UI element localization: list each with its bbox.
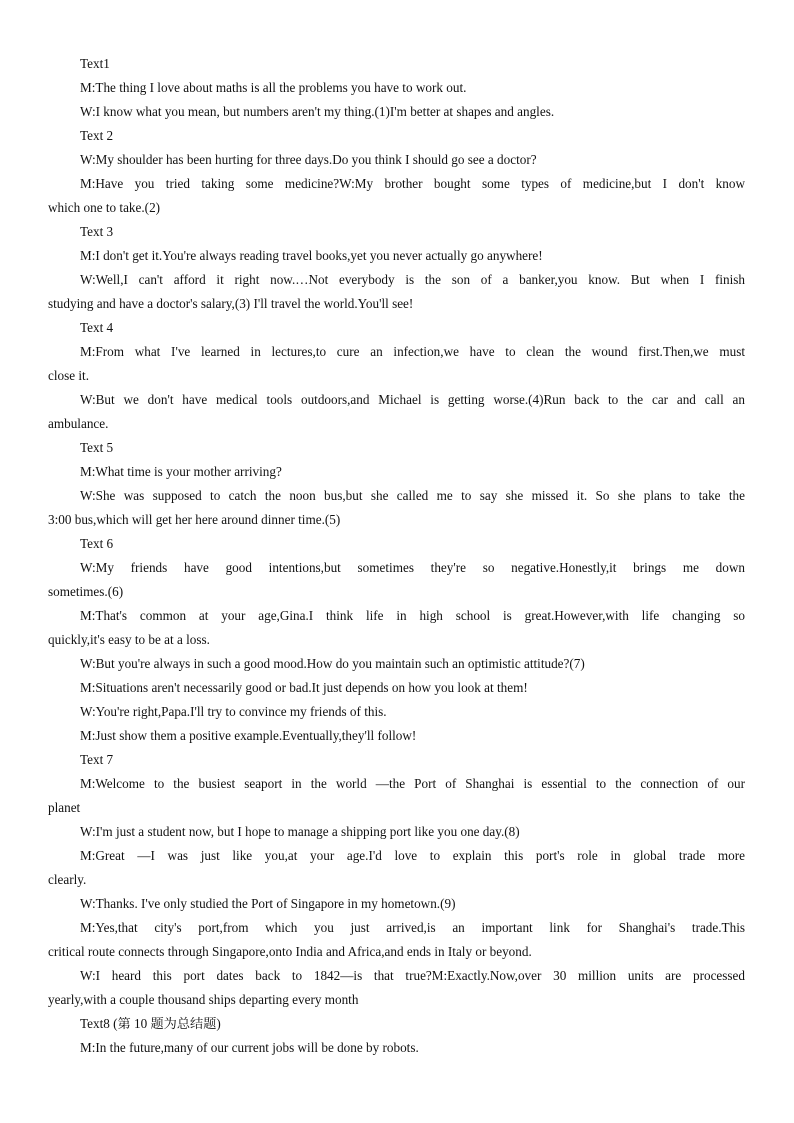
- section-heading: Text 6: [80, 536, 114, 551]
- transcript-line: M:Just show them a positive example.Eventually,they'll follow!: [80, 728, 417, 743]
- transcript-line: M:In the future,many of our current jobs will be done by robots.: [80, 1040, 419, 1055]
- transcript-line: W:You're right,Papa.I'll try to convince my friends of this.: [80, 704, 387, 719]
- transcript-line: critical route connects through Singapore,onto India and Africa,and ends in Italy or beyond.: [48, 944, 532, 959]
- transcript-line: M:The thing I love about maths is all the problems you have to work out.: [80, 80, 467, 95]
- transcript-line: clearly.: [48, 872, 87, 887]
- section-heading: Text 3: [80, 224, 114, 239]
- transcript-line: ambulance.: [48, 416, 109, 431]
- transcript-line: W:I heard this port dates back to 1842—is that true?M:Exactly.Now,over 30 million units are processed: [80, 968, 745, 983]
- transcript-document: [48, 52, 745, 1060]
- transcript-line: quickly,it's easy to be at a loss.: [48, 632, 210, 647]
- section-heading: Text1: [80, 56, 110, 71]
- section-heading: Text 4: [80, 320, 114, 335]
- transcript-line: W:Thanks. I've only studied the Port of Singapore in my hometown.(9): [80, 896, 456, 911]
- transcript-line: W:My friends have good intentions,but sometimes they're so negative.Honestly,it brings me down: [80, 560, 745, 575]
- transcript-line: M:What time is your mother arriving?: [80, 464, 282, 479]
- transcript-line: studying and have a doctor's salary,(3) I'll travel the world.You'll see!: [48, 296, 414, 311]
- section-heading: Text 2: [80, 128, 114, 143]
- transcript-line: M:Situations aren't necessarily good or bad.It just depends on how you look at them!: [80, 680, 528, 695]
- transcript-line: M:Have you tried taking some medicine?W:My brother bought some types of medicine,but I don't know: [80, 176, 745, 191]
- transcript-line: 3:00 bus,which will get her here around dinner time.(5): [48, 512, 341, 527]
- transcript-line: M:From what I've learned in lectures,to cure an infection,we have to clean the wound first.Then,we must: [80, 344, 745, 359]
- transcript-line: M:That's common at your age,Gina.I think life in high school is great.However,with life changing so: [80, 608, 745, 623]
- transcript-line: M:I don't get it.You're always reading travel books,yet you never actually go anywhere!: [80, 248, 543, 263]
- transcript-line: W:I'm just a student now, but I hope to manage a shipping port like you one day.(8): [80, 824, 520, 839]
- transcript-line: W:But we don't have medical tools outdoors,and Michael is getting worse.(4)Run back to the car and call an: [80, 392, 745, 407]
- transcript-line: W:I know what you mean, but numbers aren't my thing.(1)I'm better at shapes and angles.: [80, 104, 555, 119]
- section-heading: Text 5: [80, 440, 114, 455]
- transcript-line: close it.: [48, 368, 90, 383]
- transcript-line: sometimes.(6): [48, 584, 124, 599]
- section-heading: Text8 (第 10 题为总结题): [80, 1016, 221, 1031]
- transcript-line: which one to take.(2): [48, 200, 161, 215]
- transcript-line: M:Yes,that city's port,from which you just arrived,is an important link for Shanghai's trade.This: [80, 920, 745, 935]
- transcript-line: W:My shoulder has been hurting for three days.Do you think I should go see a doctor?: [80, 152, 537, 167]
- transcript-line: yearly,with a couple thousand ships departing every month: [48, 992, 359, 1007]
- transcript-line: W:She was supposed to catch the noon bus,but she called me to say she missed it. So she plans to take the: [80, 488, 745, 503]
- transcript-line: W:Well,I can't afford it right now.…Not everybody is the son of a banker,you know. But when I finish: [80, 272, 745, 287]
- transcript-line: M:Welcome to the busiest seaport in the world —the Port of Shanghai is essential to the connection of our: [80, 776, 745, 791]
- transcript-line: M:Great —I was just like you,at your age.I'd love to explain this port's role in global trade more: [80, 848, 745, 863]
- section-heading: Text 7: [80, 752, 114, 767]
- transcript-line: planet: [48, 800, 81, 815]
- transcript-line: W:But you're always in such a good mood.How do you maintain such an optimistic attitude?(7): [80, 656, 585, 671]
